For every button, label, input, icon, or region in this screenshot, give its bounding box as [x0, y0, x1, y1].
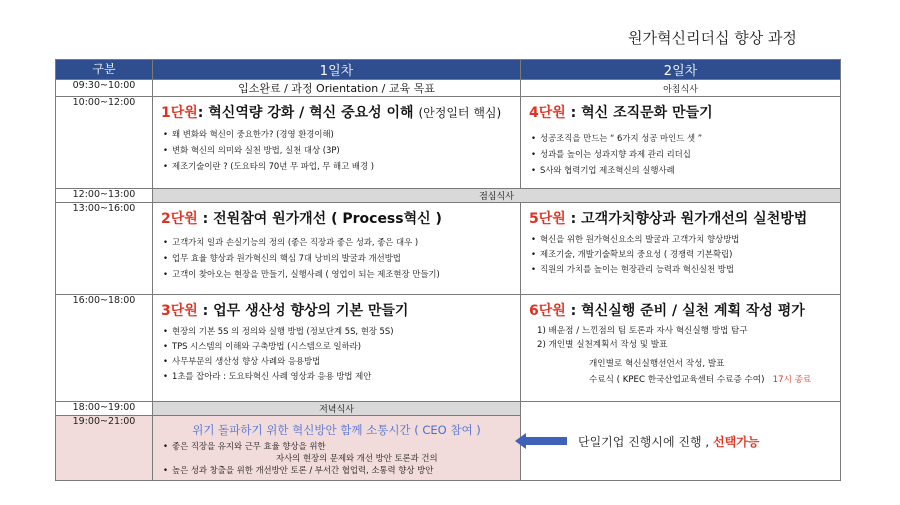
unit1-list [153, 126, 520, 174]
header-day1: 1일차 [153, 60, 521, 80]
page-title: 원가혁신리더십 향상 과정 [628, 29, 797, 47]
unit5-cell [521, 203, 841, 295]
unit2-number: 2단원 [161, 211, 198, 227]
time-cell: 18:00~19:00 [56, 402, 153, 416]
list-item: • 현장의 기본 5S 의 정의와 실행 방법 (정보단계 5S, 현장 5S) [163, 324, 520, 339]
list-item: • 성과를 높이는 성과지향 과제 관리 리더십 [531, 146, 840, 162]
unit4-number: 4단원 [529, 105, 566, 121]
ceo-session-list [153, 440, 520, 477]
unit1-number: 1단원 [161, 105, 198, 121]
unit5-number: 5단원 [529, 211, 566, 227]
single-company-note [578, 433, 759, 450]
table-row [56, 295, 841, 402]
unit3-title: : 업무 생산성 향상의 기본 만들기 [197, 303, 409, 319]
list-item: • TPS 시스템의 이해와 구축방법 (시스템으로 일하라) [163, 339, 520, 354]
table-row [56, 97, 841, 189]
list-item: • S사와 협력기업 제조혁신의 실행사례 [531, 162, 840, 178]
table-row [56, 402, 841, 416]
list-item: • 변화 혁신의 의미와 실천 방법, 실천 대상 (3P) [163, 142, 520, 158]
header-category: 구분 [56, 60, 153, 80]
list-item: • 왜 변화와 혁신이 중요한가? (경영 환경이해) [163, 126, 520, 142]
orientation-cell: 입소완료 / 과정 Orientation / 교육 목표 [153, 80, 521, 97]
unit3-heading [161, 300, 520, 320]
unit6-end-time: 17시 종료 [772, 375, 812, 385]
unit3-number: 3단원 [161, 303, 198, 319]
unit6-number: 6단원 [529, 303, 566, 319]
list-item: • 업무 효율 향상과 원가혁신의 핵심 7대 낭비의 발굴과 개선방법 [163, 250, 520, 266]
list-item: • 제조기술, 개발기술확보의 중요성 ( 경쟁력 기본확립) [531, 247, 840, 262]
left-arrow-icon [515, 433, 567, 449]
ceo-session-cell [153, 416, 521, 481]
lunch-cell: 점심식사 [153, 189, 841, 203]
header-day2: 2일차 [521, 60, 841, 80]
list-item: • 직원의 가치를 높이는 현장관리 능력과 혁신실천 방법 [531, 262, 840, 277]
dinner-cell: 저녁식사 [153, 402, 521, 416]
breakfast-cell: 아침식사 [521, 80, 841, 97]
unit1-note: (안정일터 핵심) [418, 106, 502, 120]
unit4-heading [529, 102, 840, 122]
list-item: • 혁신을 위한 원가혁신요소의 발굴과 고객가치 향상방법 [531, 232, 840, 247]
unit6-line-1: 1) 배운점 / 느낀점의 팀 토론과 자사 혁신실행 방법 탐구 [537, 326, 748, 336]
table-row [56, 203, 841, 295]
unit6-ceremony: 수료식 ( KPEC 한국산업교육센터 수료증 수여) [589, 375, 765, 385]
unit3-list [153, 324, 520, 384]
table-row [56, 80, 841, 97]
time-cell: 09:30~10:00 [56, 80, 153, 97]
unit1-heading [161, 102, 520, 122]
list-item: • 고객이 찾아오는 현장을 만들기, 실행사례 ( 영업이 되는 제조현장 만들기) [163, 266, 520, 282]
ceo-item-1b: 자사의 현장의 문제와 개선 방안 토론과 건의 [276, 453, 438, 463]
unit3-cell [153, 295, 521, 402]
unit2-cell [153, 203, 521, 295]
unit5-title: : 고객가치향상과 원가개선의 실천방법 [565, 211, 808, 227]
unit6-heading [529, 300, 840, 320]
unit5-heading [529, 208, 840, 228]
unit4-title: : 혁신 조직문화 만들기 [565, 105, 713, 121]
note-highlight: 선택가능 [713, 435, 760, 449]
time-cell: 10:00~12:00 [56, 97, 153, 189]
list-item: • 성공조직을 만드는 “ 6가지 성공 마인드 셋 ” [531, 130, 840, 146]
unit1-cell [153, 97, 521, 189]
unit6-title: : 혁신실행 준비 / 실천 계획 작성 평가 [565, 303, 805, 319]
unit6-line-2: 2) 개인별 실천계획서 작성 및 발표 [537, 340, 668, 350]
unit2-title: : 전원참여 원가개선 ( Process혁신 ) [197, 211, 442, 227]
table-row [56, 189, 841, 203]
list-item [163, 440, 520, 464]
note-text: 단일기업 진행시에 진행 , [578, 435, 710, 449]
list-item: • 높은 성과 창출을 위한 개선방안 토론 / 부서간 협업력, 소통력 향상 방안 [163, 464, 520, 477]
unit4-list [521, 130, 840, 178]
time-cell: 19:00~21:00 [56, 416, 153, 481]
schedule-table [55, 59, 841, 481]
header-row [56, 60, 841, 80]
list-item: • 1초를 잡아라 : 도요타혁신 사례 영상과 응용 방법 제안 [163, 369, 520, 384]
empty-cell [521, 402, 841, 416]
time-cell: 16:00~18:00 [56, 295, 153, 402]
time-cell: 12:00~13:00 [56, 189, 153, 203]
list-item: • 제조기술이란 ? (도요타의 70년 무 파업, 무 해고 배경 ) [163, 158, 520, 174]
unit5-list [521, 232, 840, 277]
unit4-cell [521, 97, 841, 189]
unit6-ceremony-line [589, 373, 840, 387]
list-item: • 사무부문의 생산성 향상 사례와 응용방법 [163, 354, 520, 369]
unit2-heading [161, 208, 520, 228]
time-cell: 13:00~16:00 [56, 203, 153, 295]
unit6-declaration: 개인별로 혁신실행선언서 작성, 발표 [589, 359, 725, 369]
ceo-session-title: 위기 돌파하기 위한 혁신방안 함께 소통시간 ( CEO 참여 ) [192, 423, 481, 437]
ceo-item-1a: 좋은 직장을 유지와 근무 효율 향상을 위한 [172, 441, 326, 451]
unit2-list [153, 234, 520, 282]
list-item: • 고객가치 일과 손실기능의 정의 (좋은 직장과 좋은 성과, 좋은 대우 ) [163, 234, 520, 250]
unit1-title: : 혁신역량 강화 / 혁신 중요성 이해 [197, 105, 414, 121]
unit6-cell [521, 295, 841, 402]
